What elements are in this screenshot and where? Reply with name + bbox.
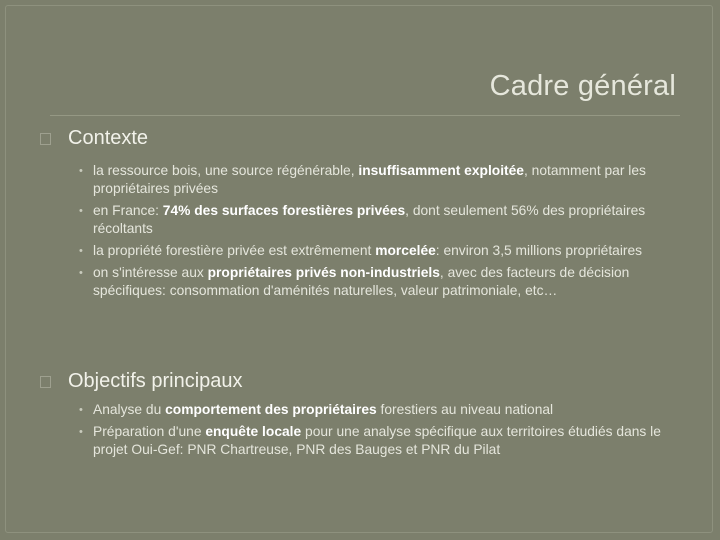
section-heading: Contexte <box>68 127 149 149</box>
section-heading: Objectifs principaux <box>68 370 243 392</box>
list-item: • la propriété forestière privée est extrêmement morcelée: environ 3,5 millions propriétaires <box>79 243 643 258</box>
bullet-dot-icon: • <box>79 426 83 438</box>
section-contexte <box>40 127 690 300</box>
list-item: • Préparation d'une enquête locale pour une analyse spécifique aux territoires étudiés dans le projet Oui-Gef: PNR Chartreuse, PNR des Bauges et PNR du Pilat <box>79 424 661 457</box>
slide-title: Cadre général <box>489 70 676 102</box>
list-item: • Analyse du comportement des propriétaires forestiers au niveau national <box>79 402 554 417</box>
section-objectifs <box>40 370 690 459</box>
bullet-dot-icon: • <box>79 404 83 416</box>
list-item: • la ressource bois, une source régénérable, insuffisamment exploitée, notamment par les propriétaires privées <box>79 163 646 196</box>
list-item: • on s'intéresse aux propriétaires privés non-industriels, avec des facteurs de décision spécifiques: consommation d'aménités naturelles, valeur patrimoniale, etc… <box>79 265 630 298</box>
bullet-dot-icon: • <box>79 165 83 177</box>
list-item: • en France: 74% des surfaces forestières privées, dont seulement 56% des propriétaires récoltants <box>79 203 646 236</box>
section-heading-row <box>40 127 690 150</box>
bullet-list <box>40 162 690 300</box>
title-divider <box>50 115 680 116</box>
section-heading-row <box>40 370 690 393</box>
bullet-dot-icon: • <box>79 245 83 257</box>
checkbox-bullet-icon <box>40 133 51 145</box>
bullet-list <box>40 401 690 459</box>
checkbox-bullet-icon <box>40 376 51 388</box>
bullet-dot-icon: • <box>79 205 83 217</box>
bullet-dot-icon: • <box>79 267 83 279</box>
